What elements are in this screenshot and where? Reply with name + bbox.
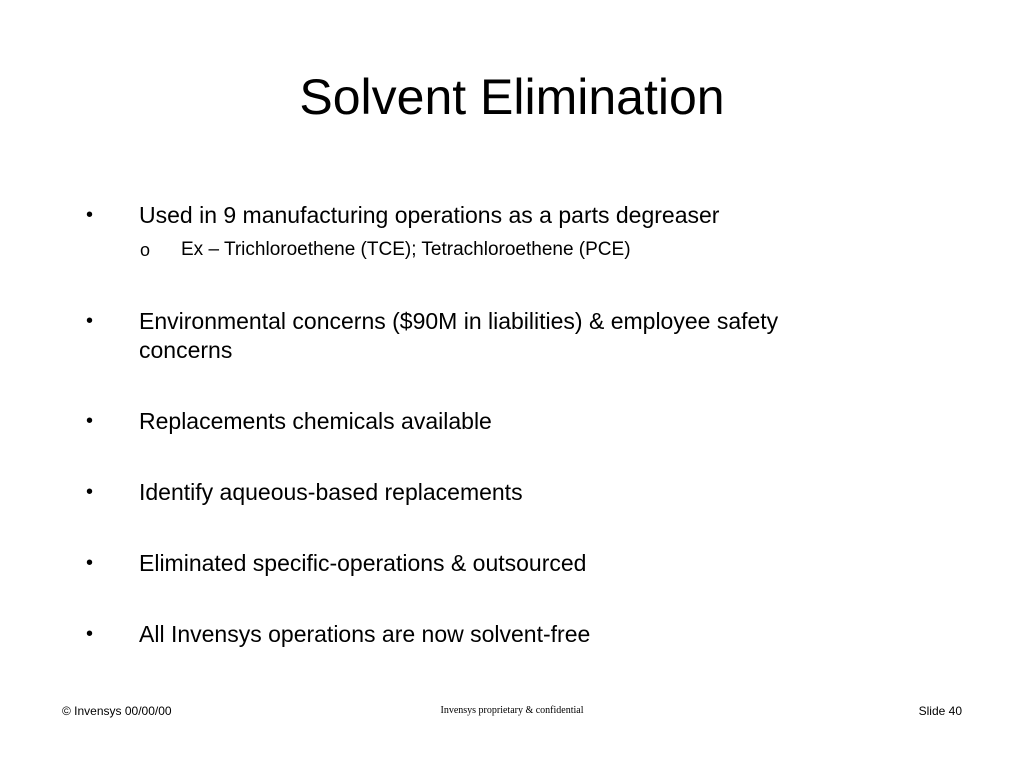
bullet-text: Environmental concerns ($90M in liabilities) & employee safety concerns	[139, 308, 779, 363]
bullet-text: Replacements chemicals available	[139, 408, 492, 434]
sub-bullet-text: Ex – Trichloroethene (TCE); Tetrachloroethene (PCE)	[181, 239, 631, 260]
bullet-text: All Invensys operations are now solvent-free	[139, 621, 591, 647]
bullet-icon: •	[86, 410, 94, 432]
footer-confidential: Invensys proprietary & confidential	[440, 705, 584, 716]
footer-slide-number: Slide 40	[918, 704, 962, 718]
bullet-icon: •	[86, 481, 94, 503]
bullet-text: Used in 9 manufacturing operations as a parts degreaser	[139, 202, 720, 228]
slide-title: Solvent Elimination	[299, 69, 725, 125]
bullet-icon: •	[86, 204, 94, 226]
footer-copyright: © Invensys 00/00/00	[62, 704, 172, 718]
sub-bullet-icon: o	[140, 240, 151, 260]
bullet-text: Identify aqueous-based replacements	[139, 479, 523, 505]
bullet-icon: •	[86, 623, 94, 645]
bullet-icon: •	[86, 552, 94, 574]
bullet-text: Eliminated specific-operations & outsourced	[139, 550, 587, 576]
bullet-icon: •	[86, 310, 94, 332]
